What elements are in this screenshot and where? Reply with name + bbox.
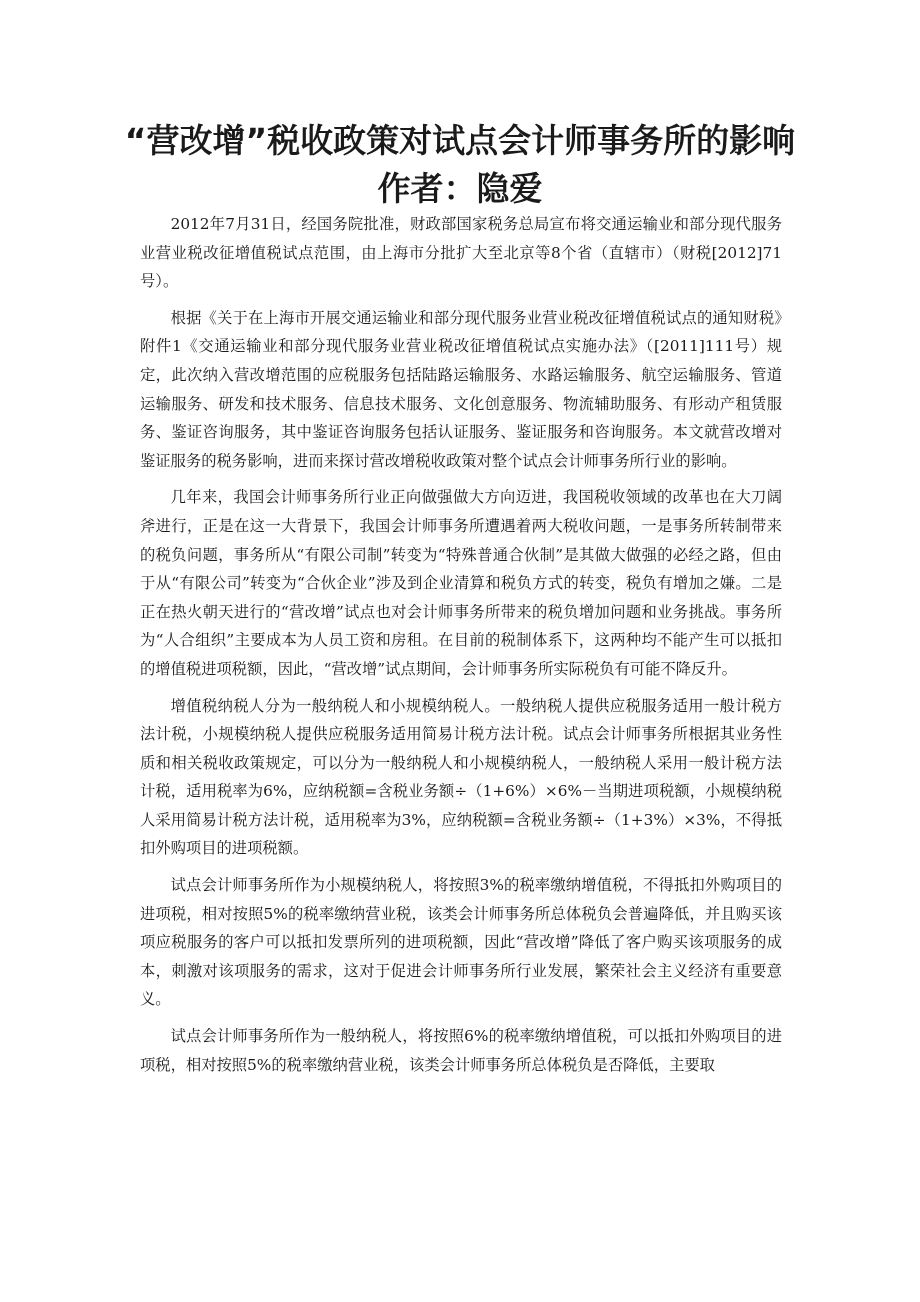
paragraph: 几年来，我国会计师事务所行业正向做强做大方向迈进，我国税收领域的改革也在大刀阔斧进行，正是在这一大背景下，我国会计师事务所遭遇着两大税收问题，一是事务所转制带来的税负问题，事务所从“有限公司制”转变为“特殊普通合伙制”是其做大做强的必经之路，但由于从“有限公司”转变为“合伙企业”涉及到企业清算和税负方式的转变，税负有增加之嫌。二是正在热火朝天进行的“营改增”试点也对会计师事务所带来的税负增加问题和业务挑战。事务所为“人合组织”主要成本为人员工资和房租。在目前的税制体系下，这两种均不能产生可以抵扣的增值税进项税额，因此，“营改增”试点期间，会计师事务所实际税负有可能不降反升。 bbox=[140, 488, 782, 678]
paragraph: 根据《关于在上海市开展交通运输业和部分现代服务业营业税改征增值税试点的通知财税》附件1《交通运输业和部分现代服务业营业税改征增值税试点实施办法》（[2011]111号）规定，此次纳入营改增范围的应税服务包括陆路运输服务、水路运输服务、航空运输服务、管道运输服务、研发和技术服务、信息技术服务、文化创意服务、物流辅助服务、有形动产租赁服务、鉴证咨询服务，其中鉴证咨询服务包括认证服务、鉴证服务和咨询服务。本文就营改增对鉴证服务的税务影响，进而来探讨营改增税收政策对整个试点会计师事务所行业的影响。 bbox=[140, 308, 782, 470]
paragraph: 试点会计师事务所作为小规模纳税人，将按照3%的税率缴纳增值税，不得抵扣外购项目的进项税，相对按照5%的税率缴纳营业税，该类会计师事务所总体税负会普遍降低，并且购买该项应税服务的客户可以抵扣发票所列的进项税额，因此“营改增”降低了客户购买该项服务的成本，刺激对该项服务的需求，这对于促进会计师事务所行业发展，繁荣社会主义经济有重要意义。 bbox=[140, 876, 782, 1009]
paragraph: 增值税纳税人分为一般纳税人和小规模纳税人。一般纳税人提供应税服务适用一般计税方法计税，小规模纳税人提供应税服务适用简易计税方法计税。试点会计师事务所根据其业务性质和相关税收政策规定，可以分为一般纳税人和小规模纳税人，一般纳税人采用一般计税方法计税，适用税率为6%，应纳税额=含税业务额÷（1+6%）×6%－当期进项税额，小规模纳税人采用简易计税方法计税，适用税率为3%，应纳税额=含税业务额÷（1+3%）×3%，不得抵扣外购项目的进项税额。 bbox=[140, 696, 782, 858]
document-title: “营改增”税收政策对试点会计师事务所的影响 bbox=[124, 121, 796, 160]
paragraph: 试点会计师事务所作为一般纳税人，将按照6%的税率缴纳增值税，可以抵扣外购项目的进项税，相对按照5%的税率缴纳营业税，该类会计师事务所总体税负是否降低，主要取 bbox=[140, 1027, 782, 1074]
paragraph: 2012年7月31日，经国务院批准，财政部国家税务总局宣布将交通运输业和部分现代服务业营业税改征增值税试点范围，由上海市分批扩大至北京等8个省（直辖市）（财税[2012]71号）。 bbox=[140, 215, 782, 291]
author-line: 作者：隐爱 bbox=[377, 169, 543, 208]
document-body bbox=[140, 210, 782, 1087]
